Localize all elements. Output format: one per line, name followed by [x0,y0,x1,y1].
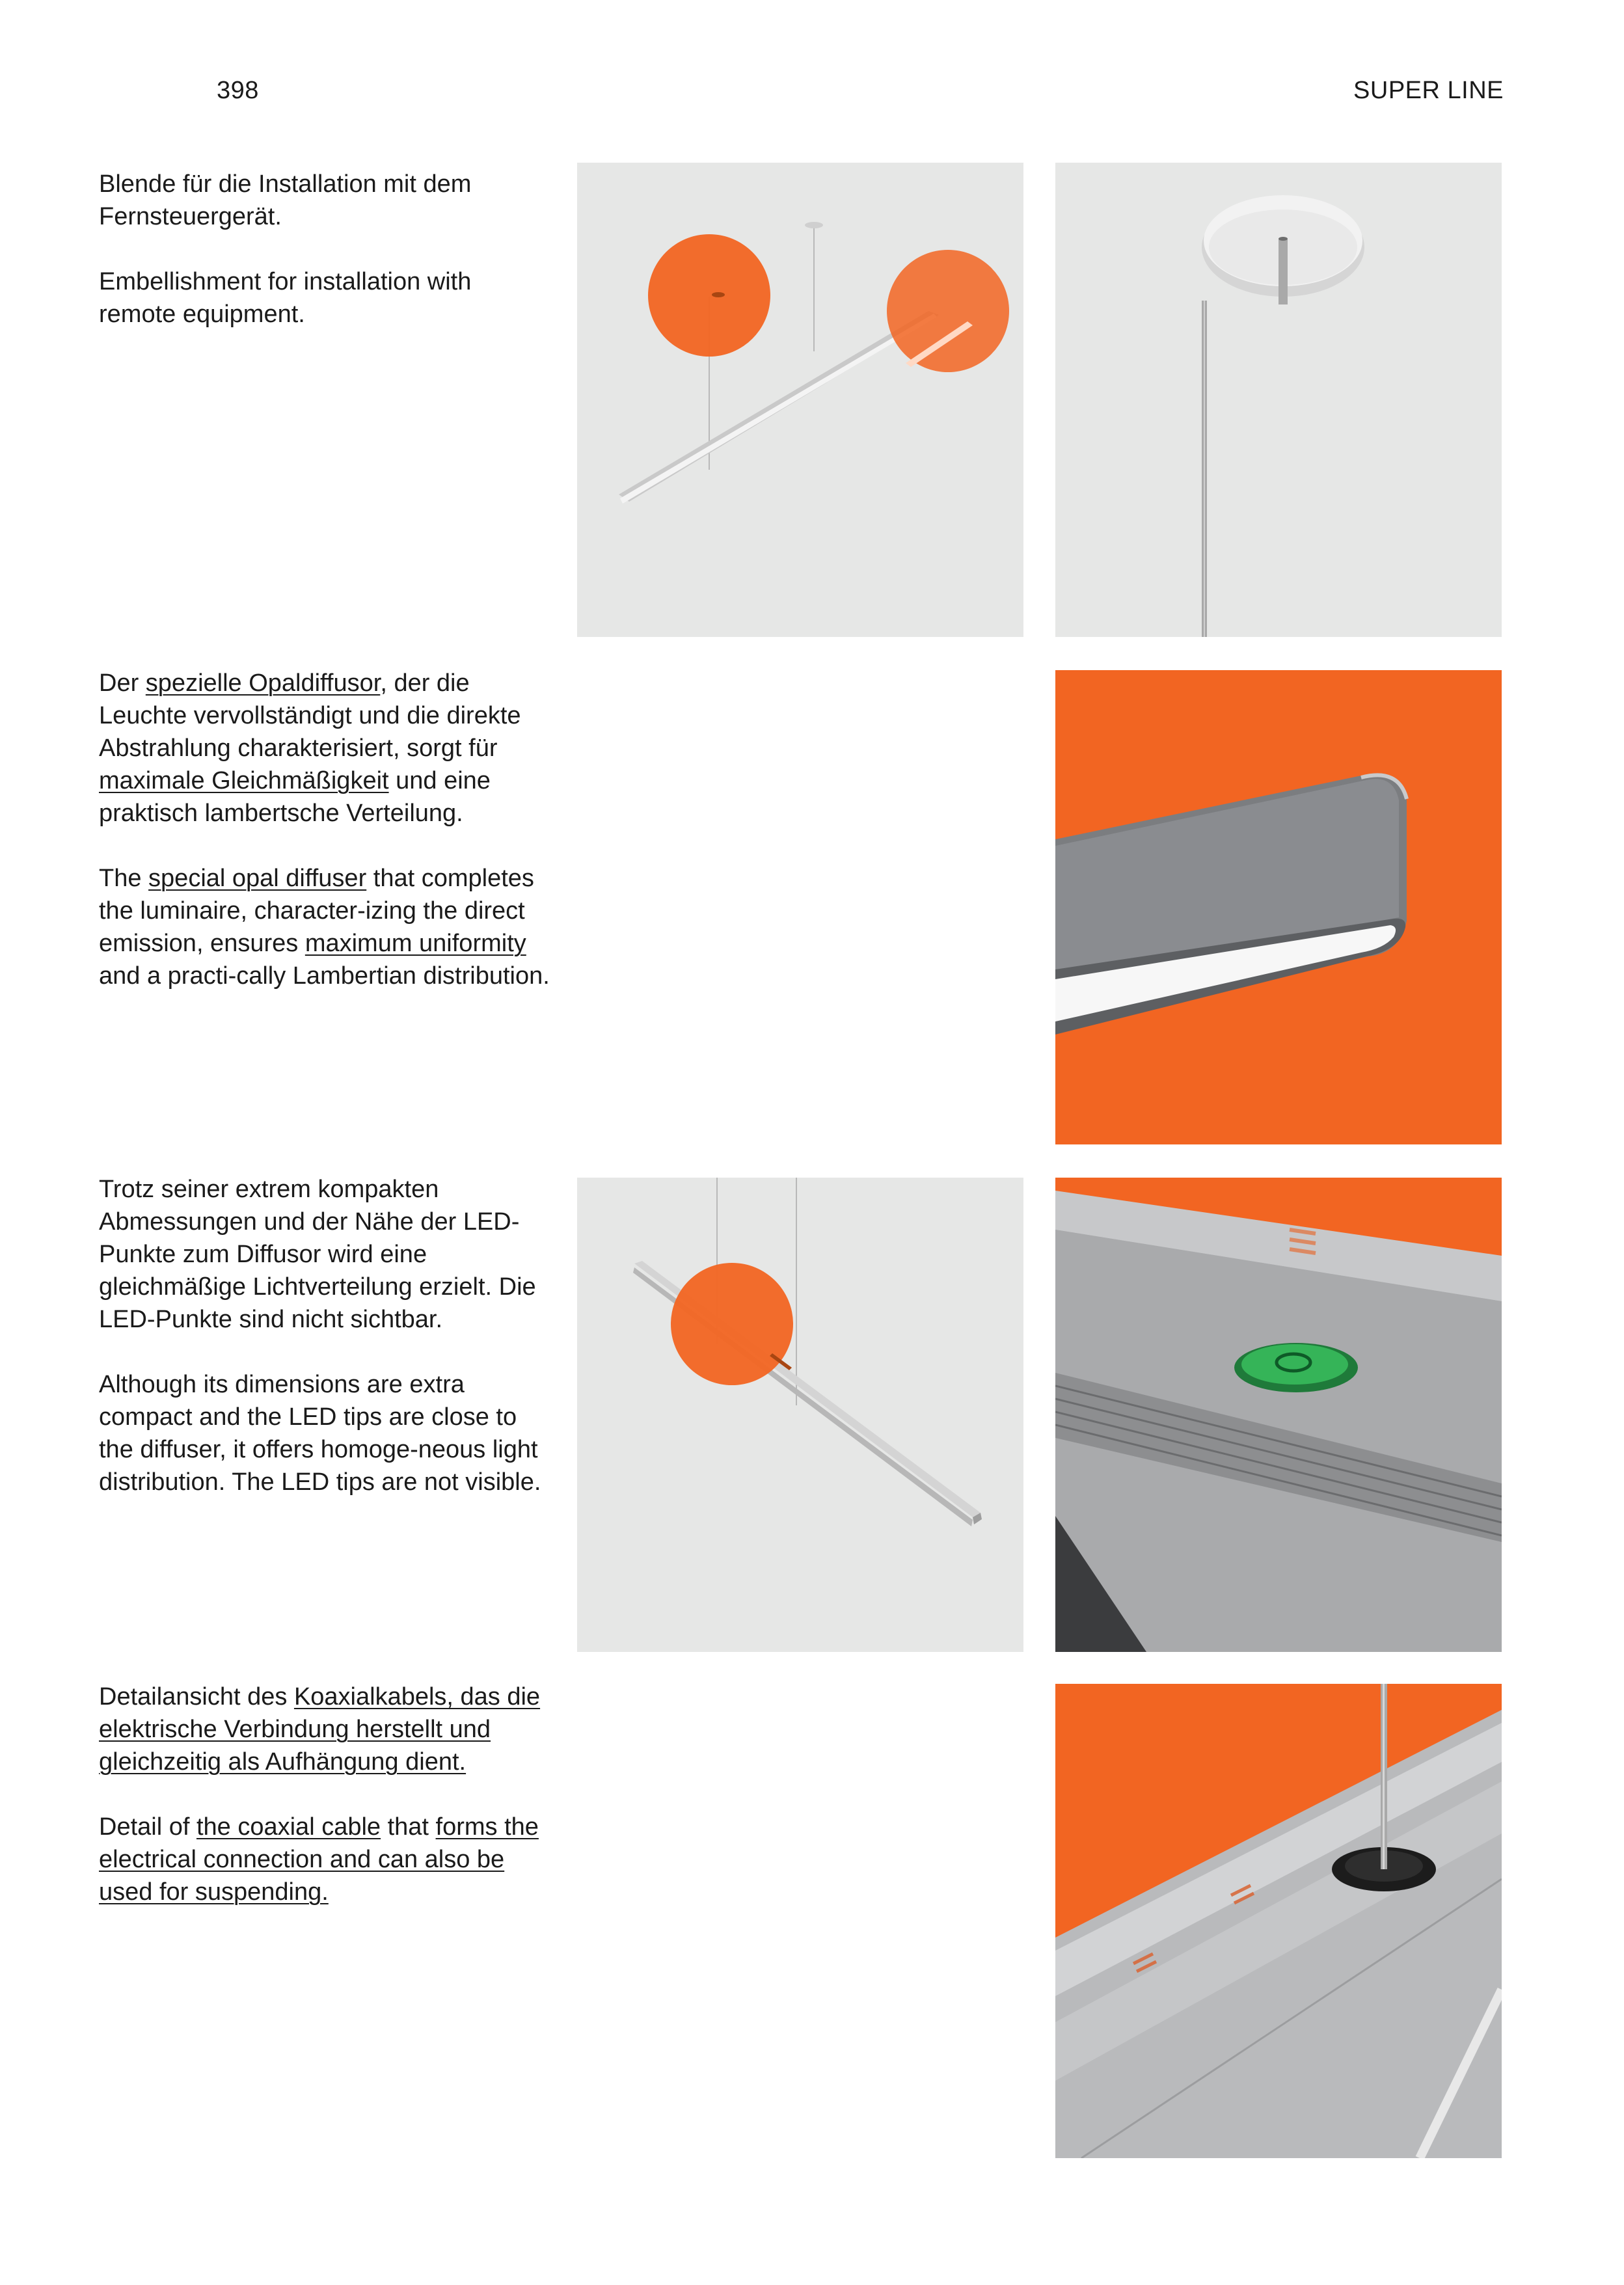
page-title: SUPER LINE [1353,77,1504,104]
text-run: that completes the luminaire, character-izing the direct emission, ensures [99,865,534,957]
text-run: and a practi-cally Lambertian distribution. [99,962,550,990]
paragraph [99,265,554,331]
highlight-circle [887,250,1009,372]
paragraph [99,1811,554,1908]
paragraph [99,1173,554,1336]
underlined-text: spezielle Opaldiffusor [145,669,381,697]
paragraph [99,168,554,233]
photo-pendant-angled [577,1178,1023,1652]
photo-opal-diffuser [1055,670,1502,1144]
section-text [99,168,554,363]
paragraph [99,862,554,992]
text-run: Trotz seiner extrem kompakten Abmessungen und der Nähe der LED-Punkte zum Diffusor wird eine gleichmäßige Lichtverteilung erzielt. Die LED-Punkte sind nicht sichtbar. [99,1176,536,1333]
text-run: Blende für die Installation mit dem Fernsteuergerät. [99,170,472,230]
section-text [99,1681,554,1941]
photo-ceiling-canopy [1055,163,1502,637]
text-run: Der [99,669,146,697]
photo-coaxial-cable [1055,1684,1502,2158]
section-text [99,667,554,1025]
highlight-circle [648,234,770,357]
photo-led-closeup [1055,1178,1502,1652]
photo-pendant-with-highlights [577,163,1023,637]
underlined-text: Koaxialkabels, das die elektrische Verbindung herstellt und gleichzeitig als Aufhängung dient. [99,1683,541,1776]
underlined-text: maximale Gleichmäßigkeit [99,767,389,794]
text-run: The [99,865,149,892]
text-run: Detailansicht des [99,1683,294,1710]
text-run: , der die Leuchte vervollständigt und die direkte Abstrahlung charakterisiert, sorgt für [99,669,521,762]
paragraph [99,667,554,830]
text-run: Although its dimensions are extra compact and the LED tips are close to the diffuser, it offers homoge-neous light distribution. The LED tips are not visible. [99,1371,541,1496]
section-text [99,1173,554,1531]
page-number: 398 [217,77,259,104]
text-run: Embellishment for installation with remote equipment. [99,268,472,328]
paragraph [99,1368,554,1498]
underlined-text: the coaxial cable [196,1813,381,1841]
text-run: that [381,1813,436,1841]
underlined-text: forms the electrical connection and can also be used for suspending. [99,1813,539,1906]
text-run: und eine praktisch lambertsche Verteilung. [99,767,491,827]
highlight-circle [671,1263,793,1385]
underlined-text: maximum uniformity [304,930,526,957]
underlined-text: special opal diffuser [148,865,367,892]
text-run: Detail of [99,1813,196,1841]
paragraph [99,1681,554,1778]
